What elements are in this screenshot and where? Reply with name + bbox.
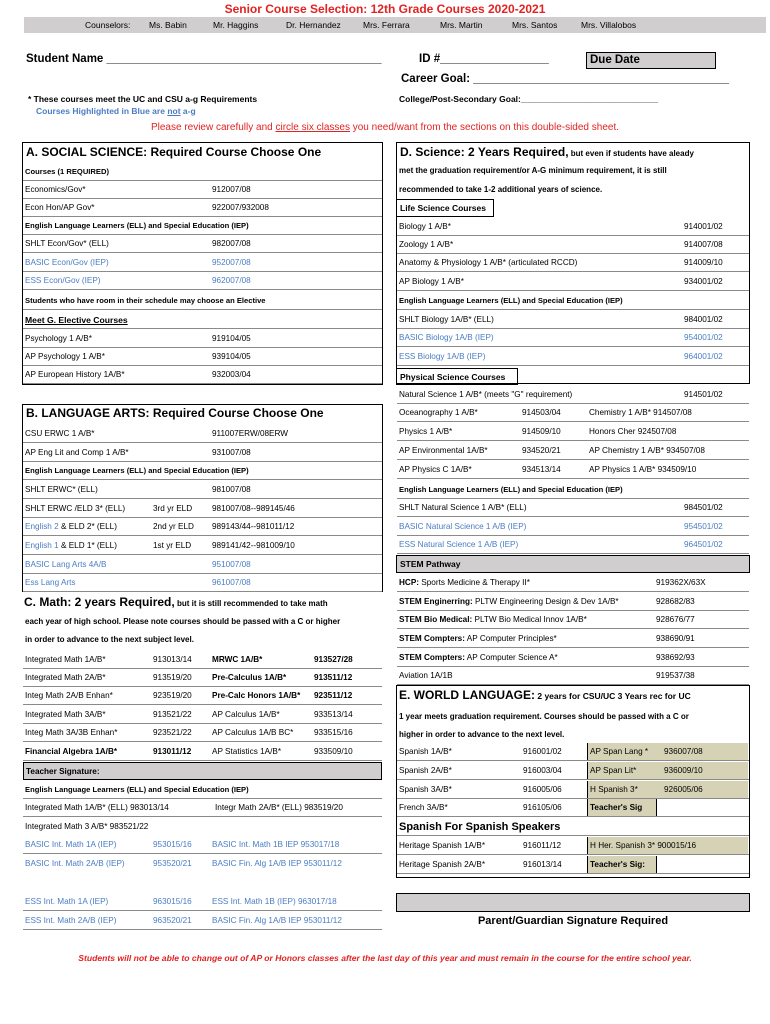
course-code: 984501/02: [684, 503, 723, 512]
course-name: BASIC Econ/Gov (IEP): [25, 258, 109, 267]
course-name: BASIC Fin. Alg 1A/B IEP 953011/12: [212, 916, 342, 925]
course-code: 933509/10: [314, 747, 353, 756]
course-code: 982007/08: [212, 239, 251, 248]
course-name: BASIC Int. Math 1B IEP 953017/18: [212, 840, 340, 849]
stem-course: AP Computer Science A*: [464, 653, 558, 662]
stem-course: Sports Medicine & Therapy II*: [419, 578, 530, 587]
tan-cell[interactable]: [587, 799, 657, 816]
course-name: Integrated Math 3A/B*: [25, 710, 106, 719]
course-row[interactable]: [23, 574, 382, 592]
course-name: AP Psychology 1 A/B*: [25, 352, 105, 361]
course-row[interactable]: [23, 799, 382, 817]
ell-header[interactable]: [397, 481, 749, 499]
course-row[interactable]: [397, 461, 749, 479]
course-code: 926005/06: [664, 785, 703, 794]
course-name: Anatomy & Physiology 1 A/B* (articulated RCCD): [399, 258, 578, 267]
course-name: ESS Biology 1A/B (IEP): [399, 352, 486, 361]
parent-signature-bar[interactable]: [396, 893, 750, 912]
course-code: 938692/93: [656, 653, 695, 662]
course-row[interactable]: [397, 518, 749, 536]
course-row[interactable]: [23, 518, 382, 536]
instruction-c: you need/want from the sections on this double-sided sheet.: [349, 122, 620, 133]
course-code: 916013/14: [523, 860, 562, 869]
course-row[interactable]: [397, 254, 749, 272]
course-alt: Honors Cher 924507/08: [589, 427, 677, 436]
college-goal-field[interactable]: College/Post-Secondary Goal:_____________________________: [399, 94, 658, 104]
course-row[interactable]: [397, 856, 749, 874]
course-code: 914503/04: [522, 408, 561, 417]
course-name: BASIC Int. Math 1A (IEP): [25, 840, 117, 849]
course-row[interactable]: [397, 743, 749, 761]
course-name: English Language Learners (ELL) and Special Education (IEP): [25, 221, 249, 230]
course-code: 913013/14: [153, 655, 192, 664]
course-row[interactable]: [397, 386, 749, 404]
counselor-name: Mrs. Villalobos: [581, 20, 637, 30]
course-name: SHLT ERWC* (ELL): [25, 485, 98, 494]
course-code: 933515/16: [314, 728, 353, 737]
eld-level: 2nd yr ELD: [153, 522, 194, 531]
ell-header[interactable]: [23, 781, 382, 799]
blue-note-not: not: [167, 106, 181, 116]
course-row[interactable]: [397, 536, 749, 554]
course-name: ESS Natural Science 1 A/B (IEP): [399, 540, 519, 549]
blue-note: [36, 106, 196, 116]
stem-label: STEM Compters:: [399, 653, 465, 662]
section-d-title-main: D. Science: 2 Years Required,: [400, 145, 569, 159]
course-name: Psychology 1 A/B*: [25, 334, 92, 343]
course-name: Financial Algebra 1A/B*: [25, 747, 118, 756]
section-e-title-main: E. WORLD LANGUAGE:: [399, 688, 535, 702]
stem-label: STEM Enginerring:: [399, 597, 473, 606]
course-name: SHLT ERWC /ELD 3* (ELL): [25, 504, 126, 513]
course-code: 963015/16: [153, 897, 192, 906]
course-name: [399, 667, 453, 685]
stem-course: AP Computer Principles*: [464, 634, 557, 643]
course-name: AP Calculus 1A/B*: [212, 710, 280, 719]
course-name: Heritage Spanish 2A/B*: [399, 860, 486, 869]
course-code: 919537/38: [656, 671, 695, 680]
course-row[interactable]: [23, 311, 382, 329]
eld-level: 1st yr ELD: [153, 541, 192, 550]
course-name: Teacher's Sig:: [590, 860, 646, 869]
counselor-name: Ms. Babin: [149, 20, 187, 30]
course-row[interactable]: [23, 444, 382, 462]
course-code: 954501/02: [684, 522, 723, 531]
section-e-title: [399, 688, 691, 702]
course-row[interactable]: [397, 218, 749, 236]
course-row[interactable]: [397, 348, 749, 366]
course-row[interactable]: [23, 366, 382, 384]
course-row[interactable]: [23, 500, 382, 518]
course-name: SHLT Biology 1A/B* (ELL): [399, 315, 494, 324]
course-row[interactable]: [23, 481, 382, 499]
stem-title: STEM Pathway: [400, 559, 461, 569]
course-code: 916011/12: [523, 841, 562, 850]
course-code: 922007/932008: [212, 203, 269, 212]
course-code: 913521/22: [153, 710, 192, 719]
course-name: Students who have room in their schedule may choose an Elective: [25, 296, 266, 305]
section-c-note-1: each year of high school. Please note courses should be passed with a C or higher: [25, 617, 341, 626]
course-code: 963520/21: [153, 916, 192, 925]
course-code: 936009/10: [664, 766, 703, 775]
course-code: 916001/02: [523, 747, 562, 756]
course-code: 916005/06: [523, 785, 562, 794]
section-b-title: B. LANGUAGE ARTS: Required Course Choose One: [26, 406, 324, 420]
course-name: AP Eng Lit and Comp 1 A/B*: [25, 448, 129, 457]
eld-level: 3rd yr ELD: [153, 504, 193, 513]
course-code: 984001/02: [684, 315, 723, 324]
course-name: MRWC 1A/B*: [212, 655, 263, 664]
physical-science-title: Physical Science Courses: [400, 372, 506, 382]
course-name: Biology 1 A/B*: [399, 222, 451, 231]
course-code: 923511/12: [314, 691, 353, 700]
course-name: [25, 537, 117, 555]
course-code: 954001/02: [684, 333, 723, 342]
course-code: 933513/14: [314, 710, 353, 719]
counselor-name: Dr. Hernandez: [286, 20, 341, 30]
teacher-signature-label: Teacher Signature:: [26, 767, 100, 776]
course-name: Integrated Math 3 A/B* 983521/22: [25, 822, 149, 831]
course-name: Integrated Math 2A/B*: [25, 673, 106, 682]
course-code: 938690/91: [656, 634, 695, 643]
course-row[interactable]: [23, 743, 382, 761]
course-row[interactable]: [397, 273, 749, 291]
course-name-blue: English 2: [25, 522, 59, 531]
course-name: SHLT Natural Science 1 A/B* (ELL): [399, 503, 527, 512]
section-e-title-tail: 2 years for CSU/UC 3 Years rec for UC: [535, 691, 691, 701]
course-name: Integ Math 2A/B Enhan*: [25, 691, 113, 700]
course-code: 913519/20: [153, 673, 192, 682]
course-name: Meet G. Elective Courses: [25, 315, 128, 325]
counselors-bar: [24, 17, 766, 33]
course-code: 916105/06: [523, 803, 562, 812]
counselor-name: Mr. Haggins: [213, 20, 259, 30]
course-name: [399, 649, 558, 667]
course-code: 989141/42--981009/10: [212, 541, 295, 550]
course-code: 919104/05: [212, 334, 251, 343]
course-code: 928682/83: [656, 597, 695, 606]
course-row[interactable]: [23, 217, 382, 235]
stem-label: STEM Bio Medical:: [399, 615, 473, 624]
course-row[interactable]: [23, 462, 382, 480]
course-name: ESS Int. Math 2A/B (IEP): [25, 916, 117, 925]
course-name: Integ Math 3A/3B Enhan*: [25, 728, 118, 737]
sfs-title-row[interactable]: [397, 818, 749, 836]
course-name: Spanish 2A/B*: [399, 766, 452, 775]
course-code: 962007/08: [212, 276, 251, 285]
course-name-rest: & ELD 1* (ELL): [58, 541, 117, 550]
course-code: 934513/14: [522, 465, 561, 474]
course-code: 981007/08--989145/46: [212, 504, 295, 513]
course-code: 953015/16: [153, 840, 192, 849]
section-e-note-2: higher in order to advance to the next level.: [399, 730, 565, 739]
course-row[interactable]: [397, 630, 749, 648]
section-d-note-2: recommended to take 1-2 additional years of science.: [399, 185, 603, 194]
page-title: Senior Course Selection: 12th Grade Courses 2020-2021: [224, 2, 546, 16]
course-code: 951007/08: [212, 560, 251, 569]
course-row[interactable]: [23, 912, 382, 930]
tan-cell[interactable]: [587, 837, 748, 854]
student-name-field[interactable]: Student Name ___________________________________________: [26, 53, 382, 65]
course-row[interactable]: [23, 235, 382, 253]
course-code: 914009/10: [684, 258, 723, 267]
course-code: 932003/04: [212, 370, 251, 379]
course-code: 936007/08: [664, 747, 703, 756]
course-name: BASIC Lang Arts 4A/B: [25, 560, 107, 569]
course-name: H Her. Spanish 3* 900015/16: [590, 841, 697, 850]
course-row[interactable]: [397, 311, 749, 329]
section-d-title: [400, 145, 694, 159]
course-name: BASIC Fin. Alg 1A/B IEP 953011/12: [212, 859, 342, 868]
counselor-name: Mrs. Ferrara: [363, 20, 410, 30]
stem-label: STEM Compters:: [399, 634, 465, 643]
course-row[interactable]: [23, 272, 382, 290]
course-code: 928676/77: [656, 615, 695, 624]
life-science-title: Life Science Courses: [400, 203, 486, 213]
course-name: Ess Lang Arts: [25, 578, 76, 587]
stem-label: HCP:: [399, 578, 420, 587]
course-row[interactable]: [23, 724, 382, 742]
course-name: English Language Learners (ELL) and Special Education (IEP): [399, 296, 623, 305]
course-row[interactable]: [397, 442, 749, 460]
course-name-rest: & ELD 2* (ELL): [58, 522, 117, 531]
course-code: 952007/08: [212, 258, 251, 267]
course-name: Spanish 3A/B*: [399, 785, 452, 794]
course-name: French 3A/B*: [399, 803, 448, 812]
instruction-line: [0, 122, 770, 133]
course-row[interactable]: [23, 537, 382, 555]
section-d-title-tail: but even if students have aleady: [568, 149, 694, 158]
course-row[interactable]: [397, 667, 749, 685]
parent-signature-label: Parent/Guardian Signature Required: [477, 915, 669, 927]
course-alt: 914501/02: [684, 390, 723, 399]
course-name: BASIC Biology 1A/B (IEP): [399, 333, 494, 342]
section-c-title-tail: but it is still recommended to take math: [174, 599, 328, 608]
course-row[interactable]: [23, 706, 382, 724]
course-name: Heritage Spanish 1A/B*: [399, 841, 486, 850]
blue-note-a: Courses Highlighted in Blue are: [36, 106, 168, 116]
course-alt: AP Chemistry 1 A/B* 934507/08: [589, 446, 705, 455]
stem-course: Aviation 1A/1B: [399, 671, 453, 680]
course-row[interactable]: [397, 499, 749, 517]
course-code: 913511/12: [314, 673, 353, 682]
course-row[interactable]: [397, 781, 749, 799]
course-code: 914509/10: [522, 427, 561, 436]
course-name: ESS Int. Math 1B (IEP) 963017/18: [212, 897, 337, 906]
course-row[interactable]: [23, 348, 382, 366]
counselor-name: Mrs. Martin: [440, 20, 483, 30]
counselor-name: Mrs. Santos: [512, 20, 558, 30]
tan-cell[interactable]: [587, 781, 748, 798]
section-e-note-1: 1 year meets graduation requirement. Courses should be passed with a C or: [399, 712, 689, 721]
course-name: Pre-Calculus 1A/B*: [212, 673, 287, 682]
course-name: Zoology 1 A/B*: [399, 240, 454, 249]
course-row[interactable]: [23, 556, 382, 574]
course-code: 914007/08: [684, 240, 723, 249]
course-name: AP European History 1A/B*: [25, 370, 125, 379]
ell-header-text: English Language Learners (ELL) and Special Education (IEP): [399, 485, 623, 494]
course-name: AP Span Lang *: [590, 747, 649, 756]
course-code: 981007/08: [212, 485, 251, 494]
course-row[interactable]: [397, 611, 749, 629]
course-name: Oceanography 1 A/B*: [399, 408, 478, 417]
course-name: Econ Hon/AP Gov*: [25, 203, 95, 212]
course-row[interactable]: [23, 330, 382, 348]
course-row[interactable]: [397, 236, 749, 254]
course-code: 916003/04: [523, 766, 562, 775]
teacher-signature-bar[interactable]: [23, 762, 382, 780]
course-alt: AP Physics 1 A/B* 934509/10: [589, 465, 697, 474]
course-row[interactable]: [397, 762, 749, 780]
course-row[interactable]: [23, 893, 382, 911]
course-row[interactable]: [397, 423, 749, 441]
course-name: Courses (1 REQUIRED): [25, 167, 109, 176]
course-row[interactable]: [397, 574, 749, 592]
course-name: AP Physics C 1A/B*: [399, 465, 472, 474]
course-name: Integr Math 2A/B* (ELL) 983519/20: [215, 803, 343, 812]
stem-course: PLTW Engineering Design & Dev 1A/B*: [472, 597, 619, 606]
career-goal-field[interactable]: Career Goal: ________________________________________: [401, 73, 730, 85]
footer-note: Students will not be able to change out of AP or Honors classes after the last day of this year and must remain in the course for the entire school year.: [78, 953, 692, 963]
course-name: Pre-Calc Honors 1A/B*: [212, 691, 301, 700]
student-id-field[interactable]: ID #_________________: [419, 53, 549, 65]
course-name: Natural Science 1 A/B* (meets "G" requirement): [399, 390, 573, 399]
course-code: 989143/44--981011/12: [212, 522, 295, 531]
course-row[interactable]: [23, 292, 382, 310]
course-name: ESS Int. Math 1A (IEP): [25, 897, 109, 906]
section-c-note-2: in order to advance to the next subject level.: [25, 635, 194, 644]
ell-header-text: English Language Learners (ELL) and Special Education (IEP): [25, 785, 249, 794]
course-name: BASIC Natural Science 1 A/B (IEP): [399, 522, 527, 531]
section-a-title: A. SOCIAL SCIENCE: Required Course Choose One: [26, 145, 322, 159]
course-code: 911007ERW/08ERW: [212, 429, 289, 438]
course-row[interactable]: [397, 593, 749, 611]
course-code: 931007/08: [212, 448, 251, 457]
course-row[interactable]: [23, 254, 382, 272]
course-row[interactable]: [23, 163, 382, 181]
course-row[interactable]: [397, 292, 749, 310]
course-row[interactable]: [23, 836, 382, 854]
course-code: 961007/08: [212, 578, 251, 587]
course-row[interactable]: [23, 687, 382, 705]
stem-course: PLTW Bio Medical Innov 1A/B*: [472, 615, 587, 624]
course-name: Teacher's Sig: [590, 803, 643, 812]
blue-note-c: a-g: [180, 106, 196, 116]
course-code: 934001/02: [684, 277, 723, 286]
course-name: AP Calculus 1A/B BC*: [212, 728, 294, 737]
course-name: H Spanish 3*: [590, 785, 638, 794]
course-row[interactable]: [23, 855, 382, 873]
course-name: CSU ERWC 1 A/B*: [25, 429, 95, 438]
course-name: Integrated Math 1A/B*: [25, 655, 106, 664]
course-code: 923521/22: [153, 728, 192, 737]
tan-cell[interactable]: [587, 762, 748, 779]
course-row[interactable]: [23, 818, 382, 836]
course-code: 913527/28: [314, 655, 353, 664]
course-code: 919362X/63X: [656, 578, 706, 587]
tan-cell[interactable]: [587, 743, 748, 760]
ucsu-note: * These courses meet the UC and CSU a-g Requirements: [28, 94, 258, 104]
course-row[interactable]: [397, 329, 749, 347]
section-d-note-1: met the graduation requirement/or A-G minimum requirement, it is still: [399, 166, 667, 175]
course-name-blue: English 1: [25, 541, 59, 550]
course-name: ESS Econ/Gov (IEP): [25, 276, 101, 285]
course-name: AP Span Lit*: [590, 766, 637, 775]
course-code: 964501/02: [684, 540, 723, 549]
course-name: Spanish 1A/B*: [399, 747, 452, 756]
course-row[interactable]: [23, 669, 382, 687]
course-code: 913011/12: [153, 747, 192, 756]
course-row[interactable]: [23, 199, 382, 217]
course-code: 939104/05: [212, 352, 251, 361]
course-name: [399, 611, 587, 629]
course-name: Economics/Gov*: [25, 185, 86, 194]
tan-cell[interactable]: [587, 856, 657, 873]
course-row[interactable]: [397, 649, 749, 667]
instruction-circle: circle six classes: [275, 122, 350, 133]
course-code: 914001/02: [684, 222, 723, 231]
course-code: 934520/21: [522, 446, 561, 455]
course-name: AP Biology 1 A/B*: [399, 277, 464, 286]
course-row[interactable]: [397, 404, 749, 422]
course-row[interactable]: [397, 837, 749, 855]
course-alt: Chemistry 1 A/B* 914507/08: [589, 408, 692, 417]
course-name: AP Statistics 1A/B*: [212, 747, 282, 756]
course-row[interactable]: [397, 799, 749, 817]
course-name: [25, 518, 117, 536]
course-code: 964001/02: [684, 352, 723, 361]
course-name: [399, 630, 557, 648]
sfs-title: Spanish For Spanish Speakers: [399, 821, 561, 833]
counselors-label: Counselors:: [85, 20, 131, 30]
section-c-title-main: C. Math: 2 years Required,: [24, 595, 175, 609]
course-name: AP Environmental 1A/B*: [399, 446, 488, 455]
course-name: [399, 574, 530, 592]
course-name: Integrated Math 1A/B* (ELL) 983013/14: [25, 803, 169, 812]
course-row[interactable]: [23, 181, 382, 199]
course-row[interactable]: [23, 425, 382, 443]
instruction-a: Please review carefully and: [150, 122, 276, 133]
course-code: 953520/21: [153, 859, 192, 868]
course-name: Physics 1 A/B*: [399, 427, 453, 436]
course-name: English Language Learners (ELL) and Special Education (IEP): [25, 466, 249, 475]
due-date-box[interactable]: Due Date: [586, 52, 716, 69]
course-row[interactable]: [23, 651, 382, 669]
course-name: BASIC Int. Math 2A/B (IEP): [25, 859, 125, 868]
section-c-title: [24, 595, 328, 609]
course-code: 923519/20: [153, 691, 192, 700]
course-name: [399, 593, 619, 611]
course-code: 912007/08: [212, 185, 251, 194]
course-name: SHLT Econ/Gov* (ELL): [25, 239, 109, 248]
